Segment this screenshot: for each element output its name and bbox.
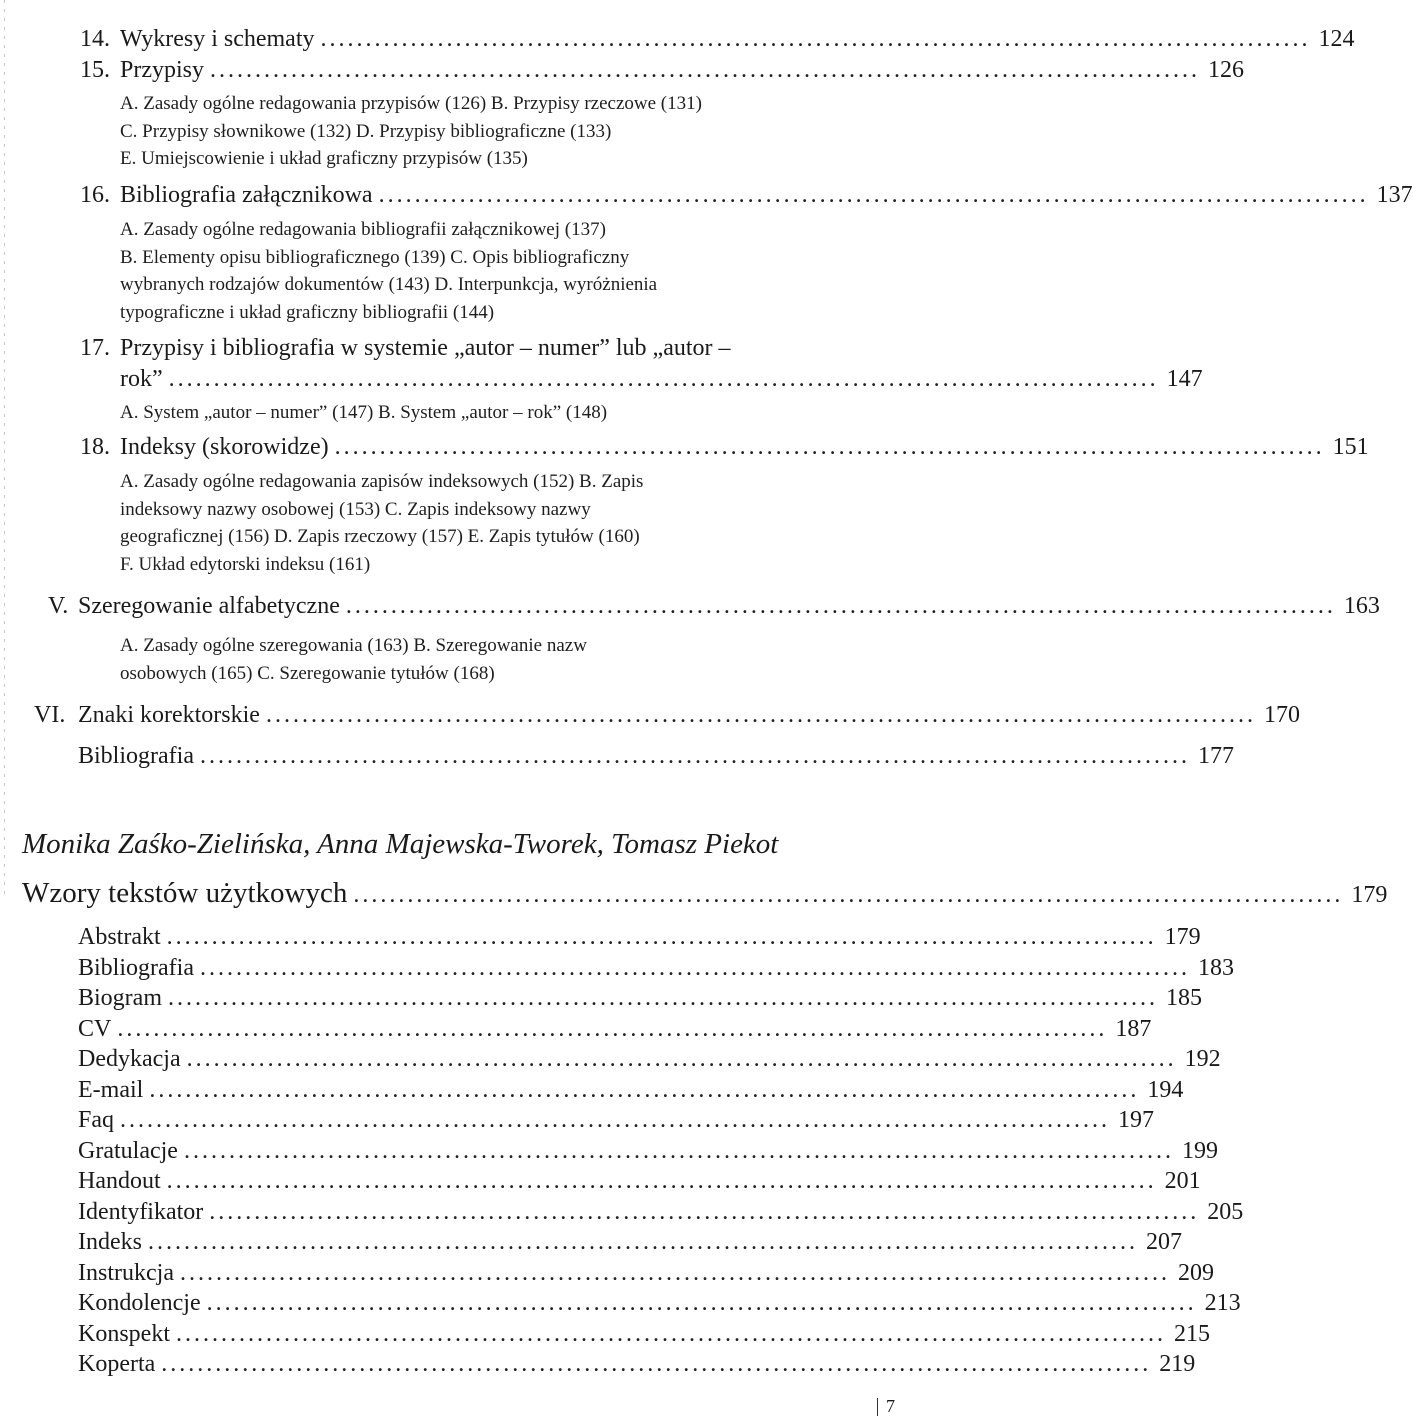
leader-dots: .............................................................................................................. xyxy=(345,593,1336,619)
leader-dots: .............................................................................................................. xyxy=(206,1290,1197,1316)
toc-entry-title: 18. Indeksy (skorowidze) xyxy=(80,434,329,460)
toc-entry: Bibliografia .............................................................................................................. 183 xyxy=(78,955,1234,981)
toc-entry xyxy=(80,57,1244,84)
leader-dots: .............................................................................................................. xyxy=(168,366,1159,392)
toc-entry-title: Bibliografia xyxy=(78,743,194,769)
toc-entry-title: 17. Przypisy i bibliografia w systemie „autor – numer” lub „autor – xyxy=(80,335,731,361)
toc-entry xyxy=(80,434,1369,461)
toc-entry-title-cont: rok” xyxy=(120,366,163,392)
leader-dots: .............................................................................................................. xyxy=(166,924,1157,950)
leader-dots: .............................................................................................................. xyxy=(183,1138,1174,1164)
leader-dots: .............................................................................................................. xyxy=(265,702,1256,728)
leader-dots: .............................................................................................................. xyxy=(320,26,1311,52)
toc-entry-line1 xyxy=(80,335,880,362)
toc-entry-page: 126 xyxy=(1208,57,1244,83)
toc-entry: Biogram .............................................................................................................. 185 xyxy=(78,985,1202,1011)
toc-subentries: A. Zasady ogólne redagowania bibliografii załącznikowej (137) B. Elementy opisu bibliograficznego (139) C. Opis bibliograficzny wybranych rodzajów dokumentów (143) D. Interpunkcja, wyróżnienia typograficzne i układ graficzny bibliografii (144) xyxy=(120,219,658,323)
leader-dots: .............................................................................................................. xyxy=(378,182,1369,208)
toc-entry-page: 177 xyxy=(1197,743,1234,769)
toc-entry: Indeks .............................................................................................................. 207 xyxy=(78,1229,1182,1255)
toc-entry: Kondolencje .............................................................................................................. 213 xyxy=(78,1290,1241,1316)
toc-entry: CV .............................................................................................................. 187 xyxy=(78,1016,1152,1042)
page-edge-shadow xyxy=(4,0,5,900)
toc-entry: Konspekt .............................................................................................................. 215 xyxy=(78,1321,1210,1347)
section-authors: Monika Zaśko-Zielińska, Anna Majewska-Tworek, Tomasz Piekot xyxy=(22,828,779,860)
toc-subentries: A. Zasady ogólne szeregowania (163) B. Szeregowanie nazw osobowych (165) C. Szeregowanie tytułów (168) xyxy=(120,635,587,684)
leader-dots: .............................................................................................................. xyxy=(209,1199,1200,1225)
toc-entry: Faq .............................................................................................................. 197 xyxy=(78,1107,1154,1133)
toc-entry: Instrukcja .............................................................................................................. 209 xyxy=(78,1260,1214,1286)
section-page: 179 xyxy=(1351,882,1388,908)
toc-entry: Koperta .............................................................................................................. 219 xyxy=(78,1351,1196,1377)
toc-entry-title: V. Szeregowanie alfabetyczne xyxy=(48,593,340,619)
leader-dots: .............................................................................................................. xyxy=(334,434,1325,460)
toc-entry: Handout .............................................................................................................. 201 xyxy=(78,1168,1201,1194)
leader-dots: .............................................................................................................. xyxy=(210,57,1200,83)
section-title-row xyxy=(22,877,1388,910)
page-number: 7 xyxy=(877,1398,895,1416)
leader-dots: .............................................................................................................. xyxy=(199,955,1190,981)
toc-entry-title: VI. Znaki korektorskie xyxy=(34,702,260,728)
leader-dots: .............................................................................................................. xyxy=(120,1107,1110,1133)
leader-dots: .............................................................................................................. xyxy=(166,1168,1157,1194)
toc-subentries: A. Zasady ogólne redagowania przypisów (126) B. Przypisy rzeczowe (131) C. Przypisy słownikowe (132) D. Przypisy bibliograficzne (133) E. Umiejscowienie i układ graficzny przypisów (135) xyxy=(120,93,702,169)
toc-chapter xyxy=(78,743,1234,770)
leader-dots: .............................................................................................................. xyxy=(161,1351,1152,1377)
toc-entry xyxy=(80,182,1413,209)
leader-dots: .............................................................................................................. xyxy=(186,1046,1177,1072)
toc-entry xyxy=(80,26,1355,53)
toc-chapter xyxy=(48,593,1380,620)
toc-subentries: A. Zasady ogólne redagowania zapisów indeksowych (152) B. Zapis indeksowy nazwy osobowej (153) C. Zapis indeksowy nazwy geograficznej (156) D. Zapis rzeczowy (157) E. Zapis tytułów (160) F. Układ edytorski indeksu (161) xyxy=(120,471,644,575)
toc-entry: Identyfikator .............................................................................................................. 205 xyxy=(78,1199,1244,1225)
toc-entry-title: 16. Bibliografia załącznikowa xyxy=(80,182,373,208)
leader-dots: .............................................................................................................. xyxy=(199,743,1190,769)
leader-dots: .............................................................................................................. xyxy=(149,1077,1140,1103)
toc-entry-page: 137 xyxy=(1376,182,1413,208)
leader-dots: .............................................................................................................. xyxy=(179,1260,1170,1286)
leader-dots: .............................................................................................................. xyxy=(147,1229,1138,1255)
toc-entry: Dedykacja .............................................................................................................. 192 xyxy=(78,1046,1221,1072)
toc-entry-page: 124 xyxy=(1318,26,1355,52)
toc-entry xyxy=(120,366,1203,393)
leader-dots: .............................................................................................................. xyxy=(117,1016,1108,1042)
leader-dots: .............................................................................................................. xyxy=(353,882,1344,908)
toc-entry: Gratulacje .............................................................................................................. 199 xyxy=(78,1138,1218,1164)
toc-entry: Abstrakt .............................................................................................................. 179 xyxy=(78,924,1201,950)
toc-entry-title: 14. Wykresy i schematy xyxy=(80,26,315,52)
toc-entry-title: 15. Przypisy xyxy=(80,57,204,83)
toc-entry-page: 151 xyxy=(1332,434,1369,460)
toc-entry-page: 170 xyxy=(1263,702,1300,728)
toc-entry-page: 147 xyxy=(1166,366,1203,392)
leader-dots: .............................................................................................................. xyxy=(176,1321,1166,1347)
toc-entry-page: 163 xyxy=(1343,593,1380,619)
toc-subentries: A. System „autor – numer” (147) B. System „autor – rok” (148) xyxy=(120,402,608,423)
toc-chapter xyxy=(34,702,1300,729)
section-title: Wzory tekstów użytkowych xyxy=(22,877,348,909)
toc-entry: E-mail .............................................................................................................. 194 xyxy=(78,1077,1184,1103)
leader-dots: .............................................................................................................. xyxy=(168,985,1158,1011)
